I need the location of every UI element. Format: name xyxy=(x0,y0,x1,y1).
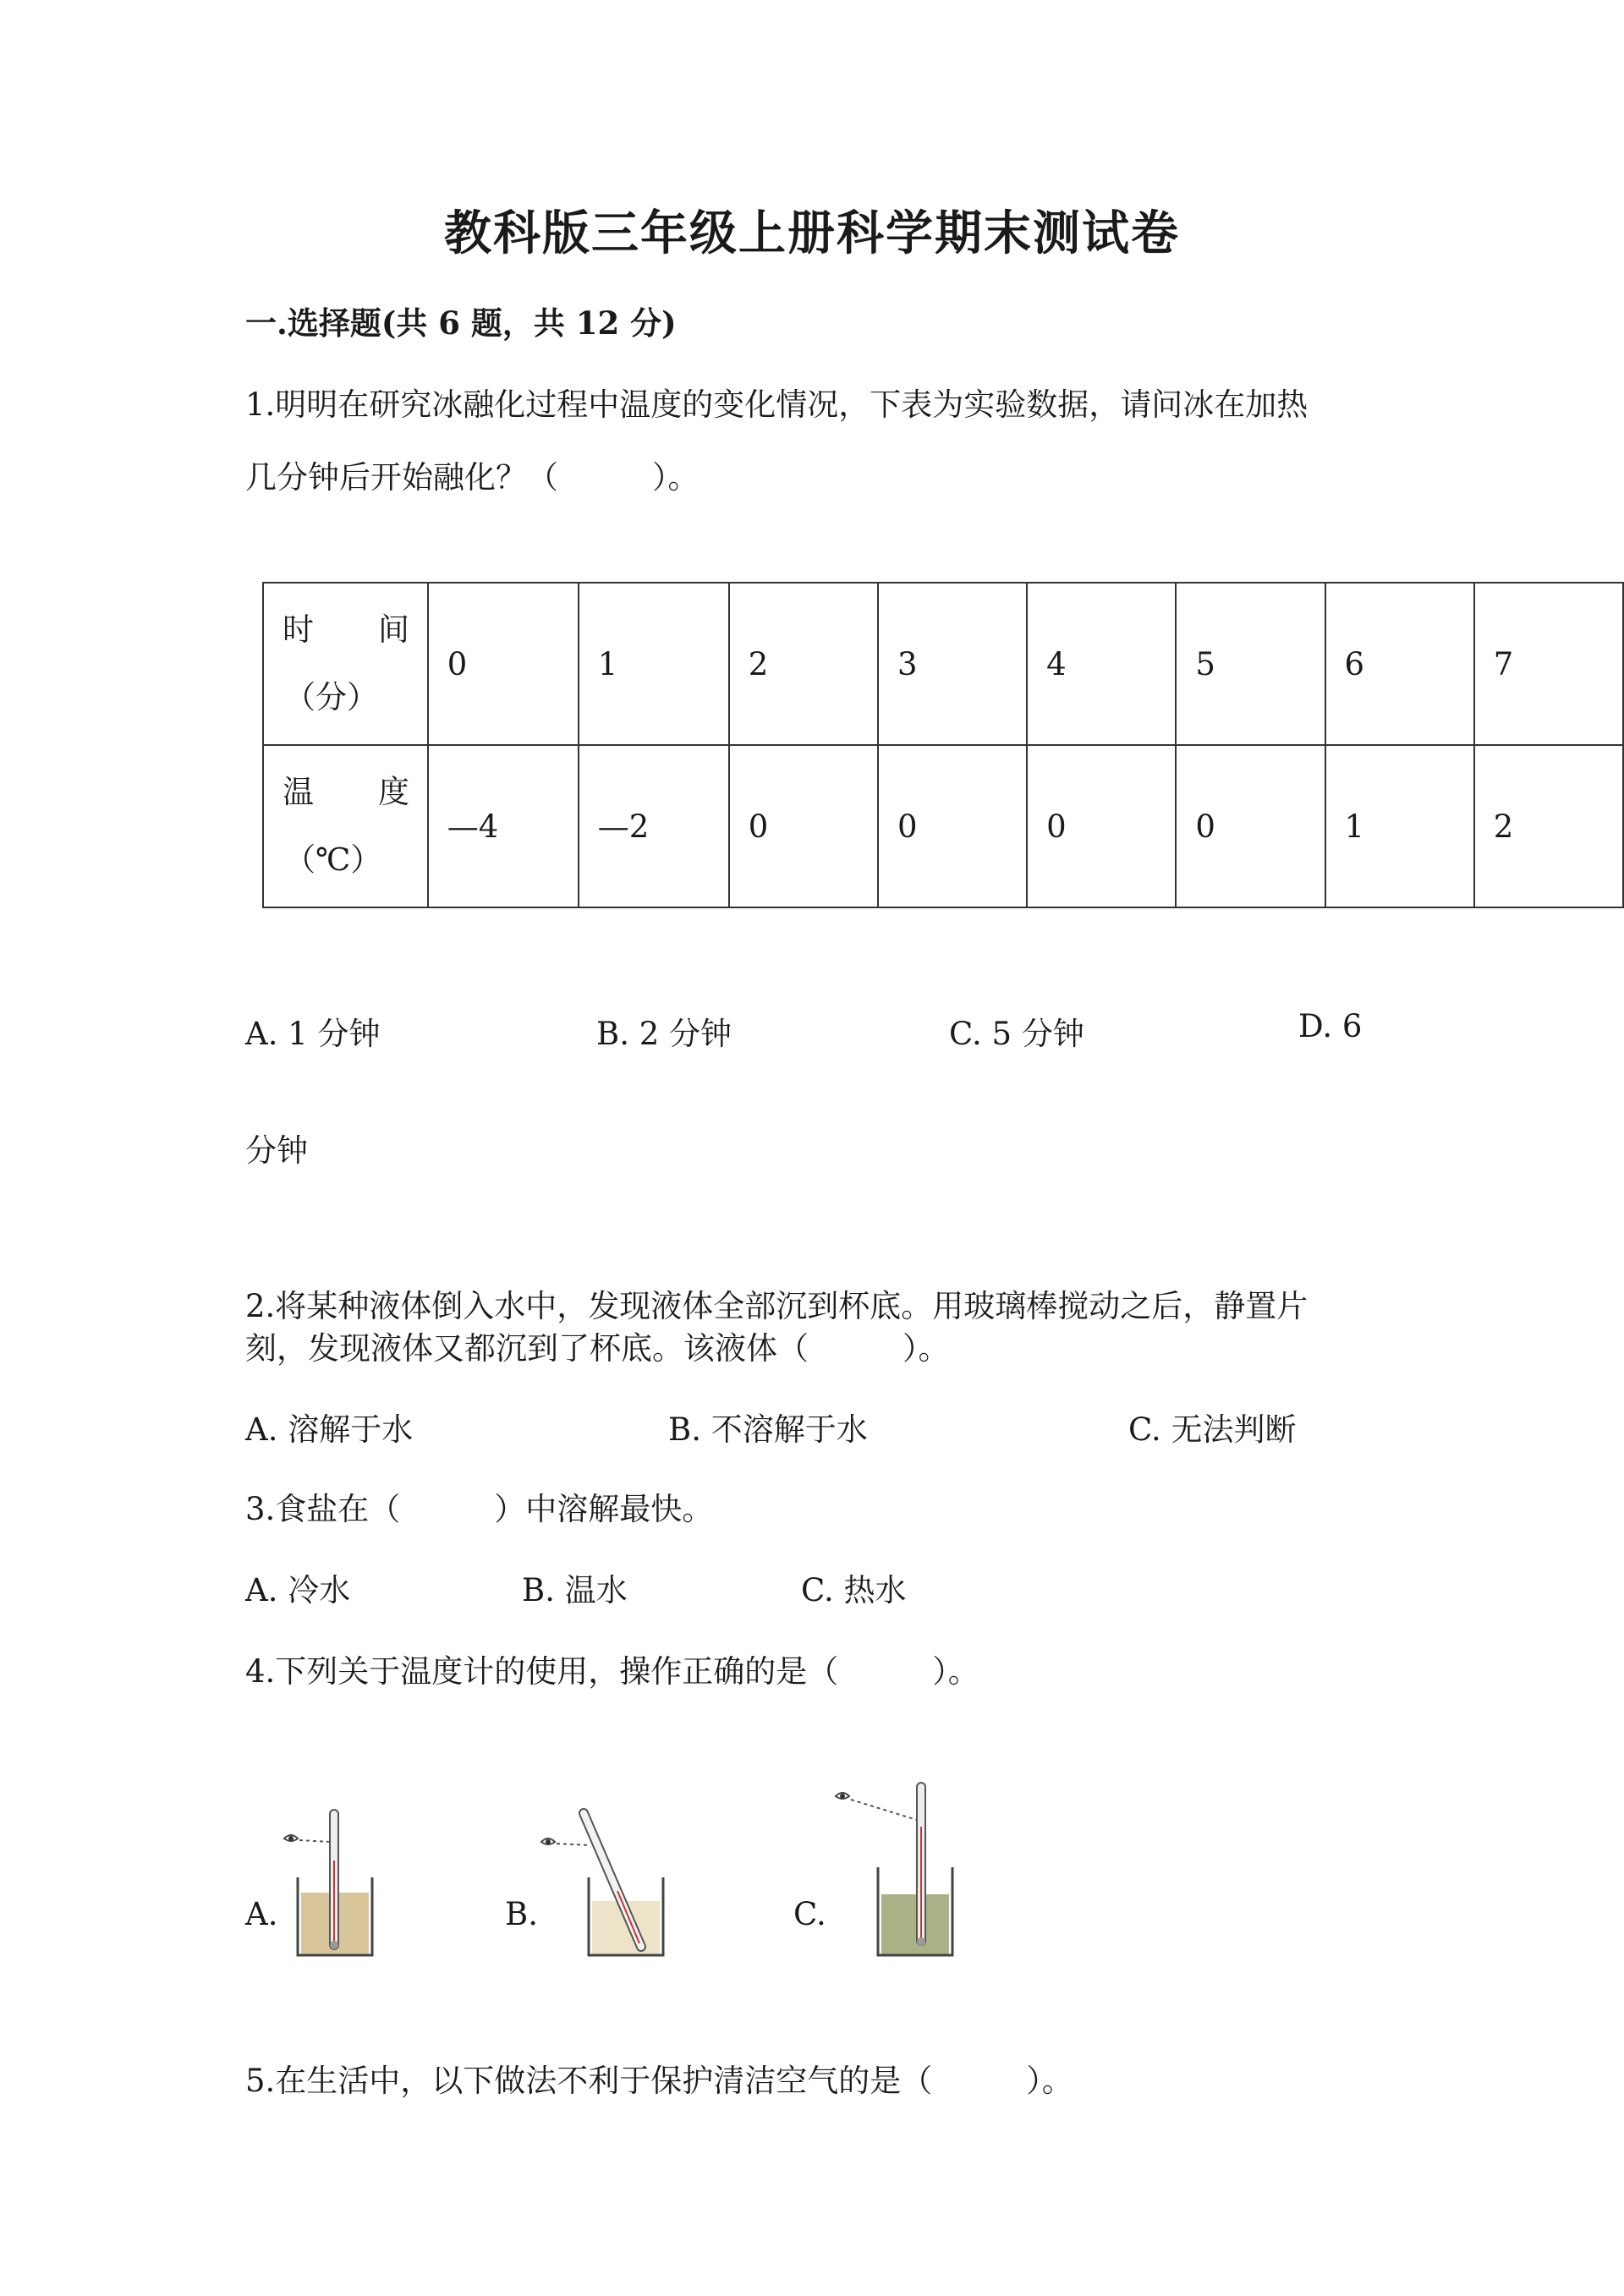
q1-data-table xyxy=(262,582,1624,908)
temperature-cell: —4 xyxy=(428,745,579,907)
time-cell: 1 xyxy=(579,583,729,745)
temperature-header-unit: （℃） xyxy=(284,841,382,878)
page-title: 教科版三年级上册科学期末测试卷 xyxy=(444,205,1180,261)
time-cell: 5 xyxy=(1176,583,1325,745)
q5-stem: 5.在生活中，以下做法不利于保护清洁空气的是（ ）。 xyxy=(245,2063,1073,2099)
time-header-cell xyxy=(263,583,428,745)
q2-option-b[interactable]: B. 不溶解于水 xyxy=(668,1411,868,1448)
q1-option-d[interactable]: D. 6 xyxy=(1298,1008,1363,1044)
q4-option-b-label[interactable]: B. xyxy=(505,1896,538,1932)
q4-figure-a-thermometer-illustration xyxy=(279,1801,389,1958)
q1-option-b[interactable]: B. 2 分钟 xyxy=(596,1016,732,1052)
q3-option-c[interactable]: C. 热水 xyxy=(801,1572,907,1608)
q2-option-c[interactable]: C. 无法判断 xyxy=(1128,1411,1297,1448)
section-heading: 一.选择题(共 6 题，共 12 分) xyxy=(245,304,677,342)
q3-stem: 3.食盐在（ ）中溶解最快。 xyxy=(245,1491,714,1527)
temperature-cell: 0 xyxy=(1176,745,1325,907)
q3-option-a[interactable]: A. 冷水 xyxy=(245,1572,351,1608)
q4-option-c-label[interactable]: C. xyxy=(793,1896,826,1932)
table-row-time xyxy=(263,583,1623,745)
time-cell: 7 xyxy=(1474,583,1623,745)
temperature-cell: 0 xyxy=(1027,745,1176,907)
temperature-cell: 2 xyxy=(1474,745,1623,907)
q4-figure-b-thermometer-illustration xyxy=(535,1801,678,1958)
temperature-cell: 0 xyxy=(729,745,878,907)
temperature-cell: —2 xyxy=(579,745,729,907)
table-row-temperature xyxy=(263,745,1623,907)
q1-option-d-wrap: 分钟 xyxy=(245,1132,308,1169)
time-header-char2: 间 xyxy=(378,611,409,648)
q1-stem-line2: 几分钟后开始融化？（ ）。 xyxy=(245,459,700,496)
time-cell: 2 xyxy=(729,583,878,745)
time-cell: 3 xyxy=(878,583,1027,745)
time-cell: 0 xyxy=(428,583,579,745)
time-header-unit: （分） xyxy=(284,679,378,715)
temperature-header-char1: 温 xyxy=(283,774,314,810)
q3-option-b[interactable]: B. 温水 xyxy=(522,1572,628,1608)
q4-option-a-label[interactable]: A. xyxy=(245,1896,278,1932)
temperature-cell: 1 xyxy=(1325,745,1474,907)
q4-stem: 4.下列关于温度计的使用，操作正确的是（ ）。 xyxy=(245,1653,979,1690)
time-header-char1: 时 xyxy=(283,611,314,648)
q2-option-a[interactable]: A. 溶解于水 xyxy=(245,1411,414,1448)
q1-option-a[interactable]: A. 1 分钟 xyxy=(245,1016,381,1052)
q2-stem-line2: 刻，发现液体又都沉到了杯底。该液体（ ）。 xyxy=(245,1330,950,1367)
time-cell: 6 xyxy=(1325,583,1474,745)
q4-figure-c-thermometer-illustration xyxy=(829,1776,973,1958)
temperature-header-cell xyxy=(263,745,428,907)
time-cell: 4 xyxy=(1027,583,1176,745)
q1-option-c[interactable]: C. 5 分钟 xyxy=(949,1016,1084,1052)
temperature-header-char2: 度 xyxy=(378,774,409,810)
temperature-cell: 0 xyxy=(878,745,1027,907)
q2-stem-line1: 2.将某种液体倒入水中，发现液体全部沉到杯底。用玻璃棒搅动之后，静置片 xyxy=(245,1288,1309,1324)
q1-stem-line1: 1.明明在研究冰融化过程中温度的变化情况，下表为实验数据，请问冰在加热 xyxy=(245,386,1309,423)
